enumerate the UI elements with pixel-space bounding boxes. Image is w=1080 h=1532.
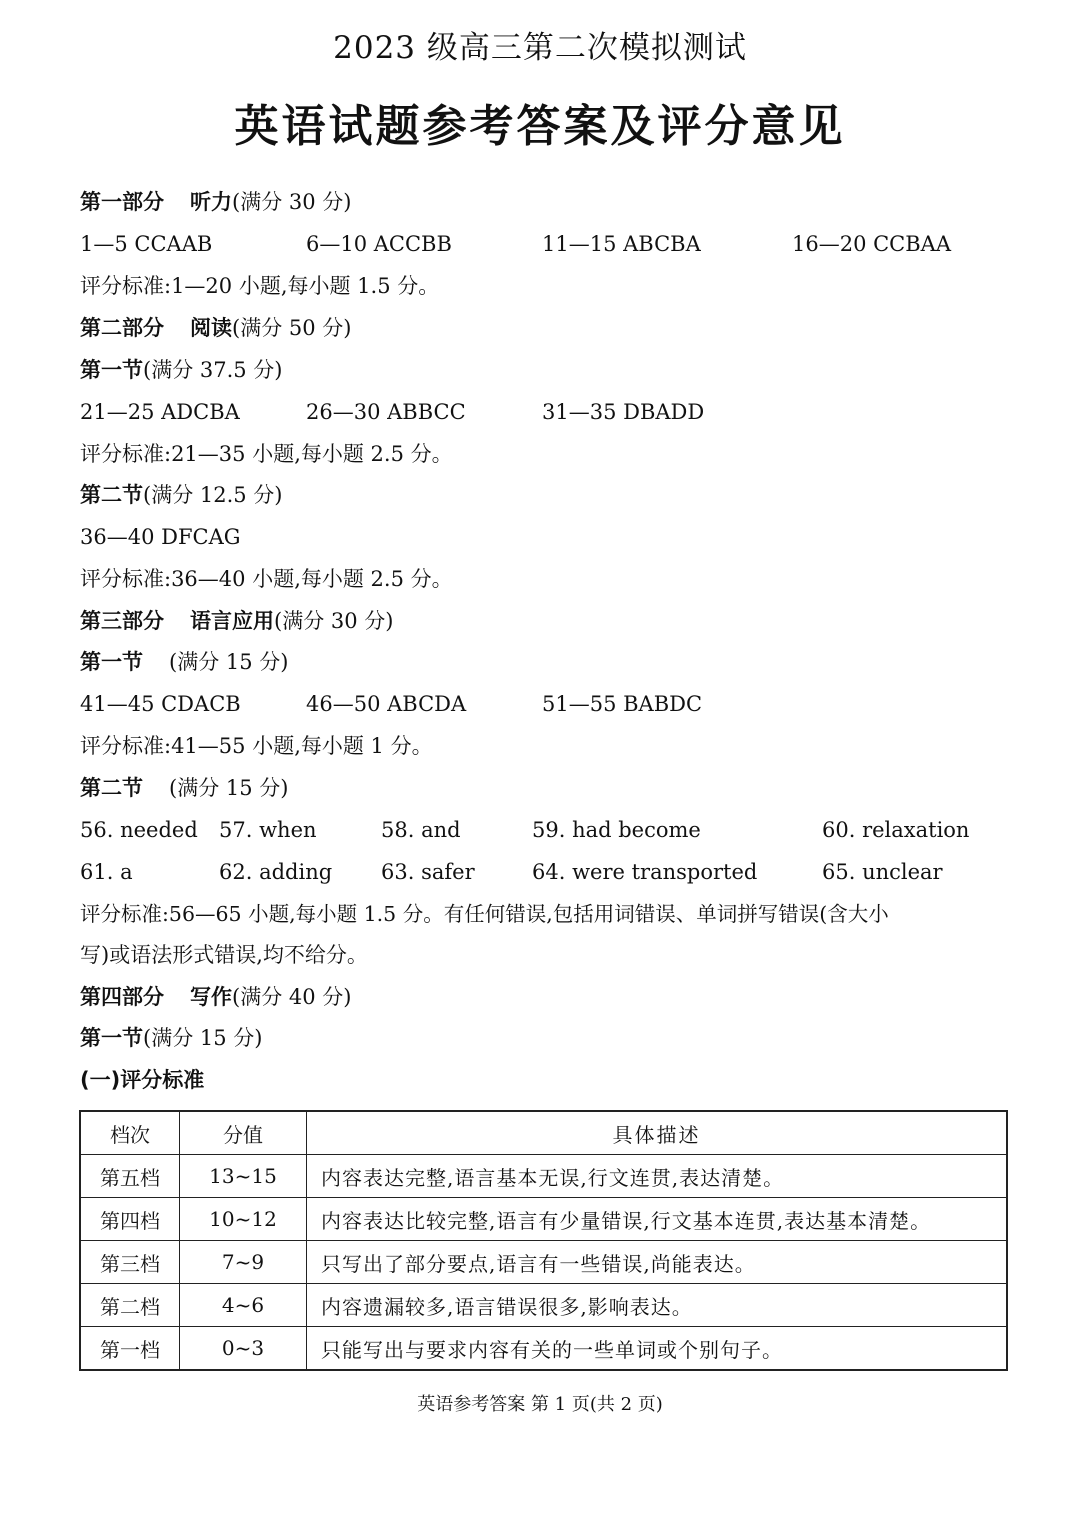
rubric-heading: (一)评分标准: [80, 1068, 205, 1092]
answer-item: 63. safer: [381, 860, 475, 884]
level-cell: 第二档: [80, 1284, 180, 1327]
part2-sec2-answers: 36—40 DFCAG: [80, 525, 241, 549]
answer-item: 59. had become: [532, 818, 701, 842]
part3-sec1-criteria: 评分标准:41—55 小题,每小题 1 分。: [80, 734, 433, 758]
column-header-score: 分值: [180, 1111, 307, 1155]
part2-sec1-heading: [80, 356, 283, 384]
page-footer: 英语参考答案 第 1 页(共 2 页): [417, 1394, 663, 1415]
part2-heading: [80, 314, 351, 342]
part3-score: (满分 30 分): [274, 609, 394, 633]
answer-group: 16—20 CCBAA: [792, 232, 952, 256]
level-cell: 第一档: [80, 1327, 180, 1371]
answer-item: 62. adding: [219, 860, 333, 884]
score-cell: 7~9: [180, 1241, 307, 1284]
section-label: 第二节: [80, 483, 143, 507]
section-label: 第一节: [80, 358, 143, 382]
table-header-row: [80, 1111, 1007, 1155]
answer-group: 6—10 ACCBB: [306, 232, 452, 256]
section-label: 第一节: [80, 1026, 143, 1050]
rubric-table: [79, 1110, 1008, 1371]
answer-group: 26—30 ABBCC: [306, 400, 466, 424]
part1-score: (满分 30 分): [232, 190, 352, 214]
part4-sec1-heading: [80, 1024, 262, 1052]
table-row: [80, 1284, 1007, 1327]
part3-name: 语言应用: [190, 609, 274, 633]
section-score: (满分 15 分): [143, 1026, 263, 1050]
section-label: 第二节: [80, 776, 143, 800]
part3-sec2-criteria-line2: 写)或语法形式错误,均不给分。: [80, 943, 368, 967]
score-cell: 13~15: [180, 1155, 307, 1198]
section-score: (满分 15 分): [169, 650, 289, 674]
description-cell: 内容表达比较完整,语言有少量错误,行文基本连贯,表达基本清楚。: [307, 1198, 1008, 1241]
section-label: 第一节: [80, 650, 143, 674]
table-row: [80, 1327, 1007, 1371]
part3-sec1-heading: [80, 648, 288, 676]
level-cell: 第三档: [80, 1241, 180, 1284]
section-score: (满分 15 分): [169, 776, 289, 800]
part2-name: 阅读: [190, 316, 232, 340]
part2-sec2-heading: [80, 481, 283, 509]
table-row: [80, 1198, 1007, 1241]
part3-sec2-criteria-line1: 评分标准:56—65 小题,每小题 1.5 分。有任何错误,包括用词错误、单词拼写错误(含大小: [80, 902, 889, 926]
table-row: [80, 1155, 1007, 1198]
part1-heading: [80, 188, 351, 216]
column-header-level: 档次: [80, 1111, 180, 1155]
score-cell: 10~12: [180, 1198, 307, 1241]
part3-heading: [80, 607, 393, 635]
answer-group: 46—50 ABCDA: [306, 692, 467, 716]
answer-group: 31—35 DBADD: [542, 400, 705, 424]
description-cell: 内容表达完整,语言基本无误,行文连贯,表达清楚。: [307, 1155, 1008, 1198]
answer-group: 41—45 CDACB: [80, 692, 241, 716]
part1-label: 第一部分: [80, 190, 164, 214]
answer-item: 64. were transported: [532, 860, 758, 884]
part4-name: 写作: [190, 985, 232, 1009]
column-header-description: 具体描述: [307, 1111, 1008, 1155]
level-cell: 第四档: [80, 1198, 180, 1241]
part3-label: 第三部分: [80, 609, 164, 633]
part1-name: 听力: [190, 190, 232, 214]
answer-item: 58. and: [381, 818, 461, 842]
part2-sec1-criteria: 评分标准:21—35 小题,每小题 2.5 分。: [80, 442, 453, 466]
answer-group: 1—5 CCAAB: [80, 232, 213, 256]
answer-item: 57. when: [219, 818, 317, 842]
score-cell: 4~6: [180, 1284, 307, 1327]
description-cell: 只能写出与要求内容有关的一些单词或个别句子。: [307, 1327, 1008, 1371]
answer-group: 51—55 BABDC: [542, 692, 703, 716]
answer-group: 11—15 ABCBA: [542, 232, 701, 256]
part4-label: 第四部分: [80, 985, 164, 1009]
answer-item: 56. needed: [80, 818, 198, 842]
exam-title: 2023 级高三第二次模拟测试: [333, 30, 747, 66]
part1-criteria: 评分标准:1—20 小题,每小题 1.5 分。: [80, 274, 440, 298]
part4-score: (满分 40 分): [232, 985, 352, 1009]
table-row: [80, 1241, 1007, 1284]
section-score: (满分 12.5 分): [143, 483, 283, 507]
answer-item: 60. relaxation: [822, 818, 970, 842]
part2-sec2-criteria: 评分标准:36—40 小题,每小题 2.5 分。: [80, 567, 453, 591]
part2-score: (满分 50 分): [232, 316, 352, 340]
part4-heading: [80, 983, 351, 1011]
part3-sec2-heading: [80, 774, 288, 802]
level-cell: 第五档: [80, 1155, 180, 1198]
answer-group: 21—25 ADCBA: [80, 400, 240, 424]
part2-label: 第二部分: [80, 316, 164, 340]
description-cell: 内容遗漏较多,语言错误很多,影响表达。: [307, 1284, 1008, 1327]
document-title: 英语试题参考答案及评分意见: [234, 101, 846, 152]
score-cell: 0~3: [180, 1327, 307, 1371]
answer-item: 61. a: [80, 860, 133, 884]
section-score: (满分 37.5 分): [143, 358, 283, 382]
answer-item: 65. unclear: [822, 860, 943, 884]
description-cell: 只写出了部分要点,语言有一些错误,尚能表达。: [307, 1241, 1008, 1284]
